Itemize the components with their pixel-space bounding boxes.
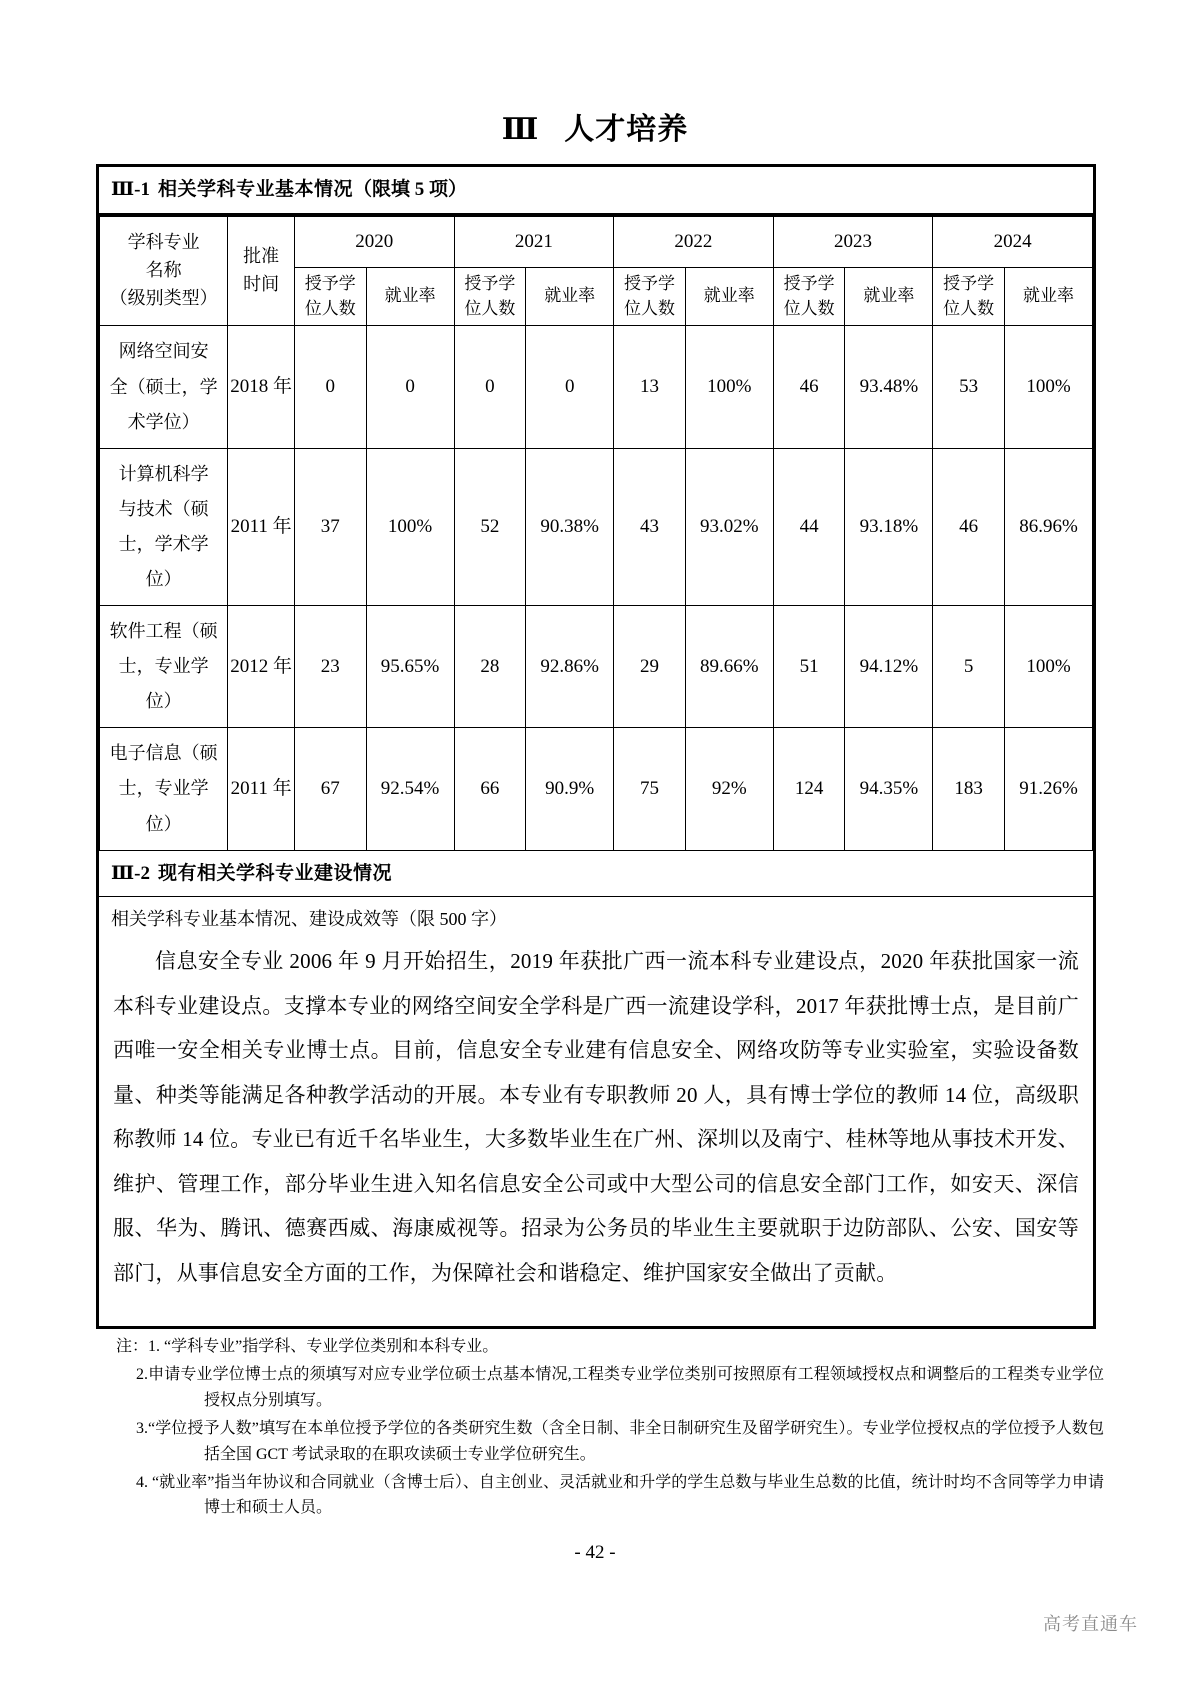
header-degrees-line1-2022: 授予学 <box>623 274 675 294</box>
page-title-numeral: Ⅲ <box>501 113 539 146</box>
header-year-2022: 2022 <box>614 216 774 267</box>
table-header-row-1 <box>100 216 1093 267</box>
header-approval-time-line2: 时间 <box>243 274 280 295</box>
cell-degrees-awarded: 13 <box>614 326 686 448</box>
footnote-text-1: 1. “学科专业”指学科、专业学位类别和本科专业。 <box>148 1338 499 1355</box>
discipline-name-line: 软件工程（硕 <box>109 621 218 642</box>
cell-employment-rate: 100% <box>1005 326 1093 448</box>
cell-degrees-awarded: 28 <box>454 606 526 728</box>
cell-employment-rate: 94.12% <box>845 606 933 728</box>
page-title-text: 人才培养 <box>564 113 689 146</box>
cell-employment-rate: 0 <box>526 326 614 448</box>
header-degrees-line1-2020: 授予学 <box>304 274 356 294</box>
header-year-2023: 2023 <box>773 216 933 267</box>
cell-employment-rate: 91.26% <box>1005 728 1093 850</box>
cell-employment-rate: 100% <box>685 326 773 448</box>
cell-degrees-awarded: 5 <box>933 606 1005 728</box>
cell-discipline-name <box>100 606 228 728</box>
cell-employment-rate: 100% <box>1005 606 1093 728</box>
table-row <box>100 448 1093 605</box>
cell-degrees-awarded: 46 <box>773 326 845 448</box>
discipline-name-line: 术学位） <box>127 411 200 432</box>
header-degrees-line2-2021: 位人数 <box>464 298 516 318</box>
header-discipline-name-line2: 名称 <box>145 260 182 281</box>
header-year-2020: 2020 <box>294 216 454 267</box>
cell-approval-time: 2011 年 <box>228 728 295 850</box>
cell-degrees-awarded: 37 <box>294 448 366 605</box>
header-degrees-2022 <box>614 268 686 326</box>
section-body-text: 信息安全专业 2006 年 9 月开始招生，2019 年获批广西一流本科专业建设点，2020 年获批国家一流本科专业建设点。支撑本专业的网络空间安全学科是广西一流建设学科，2017 年获批博士点，是目前广西唯一安全相关专业博士点。目前，信息安全专业建有信息安全、网络攻防等专业实验室，实验设备数量、种类等能满足各种教学活动的开展。本专业有专职教师 20 人，具有博士学位的教师 14 位，高级职称教师 14 位。专业已有近千名毕业生，大多数毕业生在广州、深圳以及南宁、桂林等地从事技术开发、维护、管理工作，部分毕业生进入知名信息安全公司或中大型公司的信息安全部门工作，如安天、深信服、华为、腾讯、德赛西威、海康威视等。招录为公务员的毕业生主要就职于边防部队、公安、国安等部门，从事信息安全方面的工作，为保障社会和谐稳定、维护国家安全做出了贡献。 <box>113 949 1079 1285</box>
header-approval-time-line1: 批准 <box>243 246 280 267</box>
watermark: 高考直通车 <box>1043 1614 1138 1634</box>
header-discipline-name <box>100 216 228 326</box>
footnote-item-2: 2.申请专业学位博士点的须填写对应专业学位硕士点基本情况,工程类专业学位类别可按照原有工程领域授权点和调整后的工程类专业学位授权点分别填写。 <box>136 1365 1104 1409</box>
discipline-name-line: 士，学术学 <box>118 533 209 554</box>
cell-employment-rate: 93.48% <box>845 326 933 448</box>
cell-employment-rate: 89.66% <box>685 606 773 728</box>
section-label-iii-1: 相关学科专业基本情况 <box>157 179 353 200</box>
cell-degrees-awarded: 75 <box>614 728 686 850</box>
section-number-iii-2: Ⅲ-2 <box>111 862 150 884</box>
cell-approval-time: 2011 年 <box>228 448 295 605</box>
section-body-container <box>99 935 1093 1325</box>
footnote-item-4: 4. “就业率”指当年协议和合同就业（含博士后）、自主创业、灵活就业和升学的学生总数与毕业生总数的比值，统计时均不含同等学力申请博士和硕士人员。 <box>136 1473 1104 1517</box>
section-header-iii-1 <box>99 167 1093 216</box>
header-discipline-name-line3: （级别类型） <box>109 288 218 309</box>
cell-employment-rate: 86.96% <box>1005 448 1093 605</box>
cell-employment-rate: 93.18% <box>845 448 933 605</box>
header-employment-2024: 就业率 <box>1005 268 1093 326</box>
table-body <box>100 326 1093 850</box>
cell-employment-rate: 0 <box>366 326 454 448</box>
cell-degrees-awarded: 124 <box>773 728 845 850</box>
discipline-name-line: 士，专业学 <box>118 656 209 677</box>
section-header-iii-2 <box>99 851 1093 898</box>
cell-employment-rate: 90.9% <box>526 728 614 850</box>
cell-discipline-name <box>100 326 228 448</box>
cell-degrees-awarded: 0 <box>454 326 526 448</box>
cell-discipline-name <box>100 448 228 605</box>
cell-degrees-awarded: 46 <box>933 448 1005 605</box>
cell-degrees-awarded: 183 <box>933 728 1005 850</box>
cell-discipline-name <box>100 728 228 850</box>
cell-approval-time: 2018 年 <box>228 326 295 448</box>
cell-degrees-awarded: 43 <box>614 448 686 605</box>
header-degrees-2024 <box>933 268 1005 326</box>
header-year-2021: 2021 <box>454 216 614 267</box>
cell-degrees-awarded: 53 <box>933 326 1005 448</box>
table-row <box>100 728 1093 850</box>
discipline-name-line: 全（硕士，学 <box>109 376 218 397</box>
header-employment-2023: 就业率 <box>845 268 933 326</box>
cell-approval-time: 2012 年 <box>228 606 295 728</box>
discipline-name-line: 网络空间安 <box>118 341 209 362</box>
discipline-name-line: 位） <box>145 691 182 712</box>
cell-degrees-awarded: 23 <box>294 606 366 728</box>
cell-degrees-awarded: 67 <box>294 728 366 850</box>
footnote-item-1 <box>104 1334 1104 1360</box>
header-degrees-line2-2024: 位人数 <box>943 298 995 318</box>
header-employment-2022: 就业率 <box>685 268 773 326</box>
page-number: - 42 - <box>574 1542 616 1563</box>
cell-degrees-awarded: 52 <box>454 448 526 605</box>
footnotes <box>104 1334 1104 1523</box>
header-degrees-line2-2022: 位人数 <box>623 298 675 318</box>
section-number-iii-1: Ⅲ-1 <box>111 179 150 200</box>
header-employment-2021: 就业率 <box>526 268 614 326</box>
discipline-name-line: 位） <box>145 813 182 834</box>
page-title <box>0 0 1190 148</box>
discipline-name-line: 士，专业学 <box>118 778 209 799</box>
header-degrees-2020 <box>294 268 366 326</box>
section-prompt-iii-2: 相关学科专业基本情况、建设成效等（限 500 字） <box>111 909 507 930</box>
cell-employment-rate: 93.02% <box>685 448 773 605</box>
header-degrees-line1-2023: 授予学 <box>783 274 835 294</box>
table-row <box>100 606 1093 728</box>
section-label-iii-2: 现有相关学科专业建设情况 <box>157 862 392 884</box>
form-frame <box>96 164 1096 1329</box>
header-discipline-name-line1: 学科专业 <box>127 232 200 253</box>
discipline-name-line: 计算机科学 <box>118 463 209 484</box>
discipline-name-line: 电子信息（硕 <box>109 743 218 764</box>
cell-employment-rate: 94.35% <box>845 728 933 850</box>
table-head <box>100 216 1093 326</box>
header-degrees-line1-2021: 授予学 <box>464 274 516 294</box>
cell-degrees-awarded: 51 <box>773 606 845 728</box>
header-employment-2020: 就业率 <box>366 268 454 326</box>
cell-degrees-awarded: 0 <box>294 326 366 448</box>
table-row <box>100 326 1093 448</box>
cell-degrees-awarded: 29 <box>614 606 686 728</box>
header-degrees-line1-2024: 授予学 <box>943 274 995 294</box>
cell-employment-rate: 92.86% <box>526 606 614 728</box>
header-degrees-line2-2023: 位人数 <box>783 298 835 318</box>
cell-degrees-awarded: 44 <box>773 448 845 605</box>
header-degrees-line2-2020: 位人数 <box>304 298 356 318</box>
header-degrees-2021 <box>454 268 526 326</box>
cell-employment-rate: 92.54% <box>366 728 454 850</box>
cell-employment-rate: 100% <box>366 448 454 605</box>
discipline-name-line: 与技术（硕 <box>118 498 209 519</box>
discipline-name-line: 位） <box>145 568 182 589</box>
cell-degrees-awarded: 66 <box>454 728 526 850</box>
cell-employment-rate: 90.38% <box>526 448 614 605</box>
discipline-table <box>99 216 1093 851</box>
cell-employment-rate: 92% <box>685 728 773 850</box>
footnote-item-3: 3.“学位授予人数”填写在本单位授予学位的各类研究生数（含全日制、非全日制研究生及留学研究生）。专业学位授权点的学位授予人数包括全国 GCT 考试录取的在职攻读硕士专业学位研究生。 <box>136 1419 1104 1463</box>
header-year-2024: 2024 <box>933 216 1093 267</box>
footnote-prefix: 注： <box>116 1338 149 1355</box>
section-note-iii-1: （限填 5 项） <box>352 179 467 200</box>
header-approval-time <box>228 216 295 326</box>
cell-employment-rate: 95.65% <box>366 606 454 728</box>
header-degrees-2023 <box>773 268 845 326</box>
